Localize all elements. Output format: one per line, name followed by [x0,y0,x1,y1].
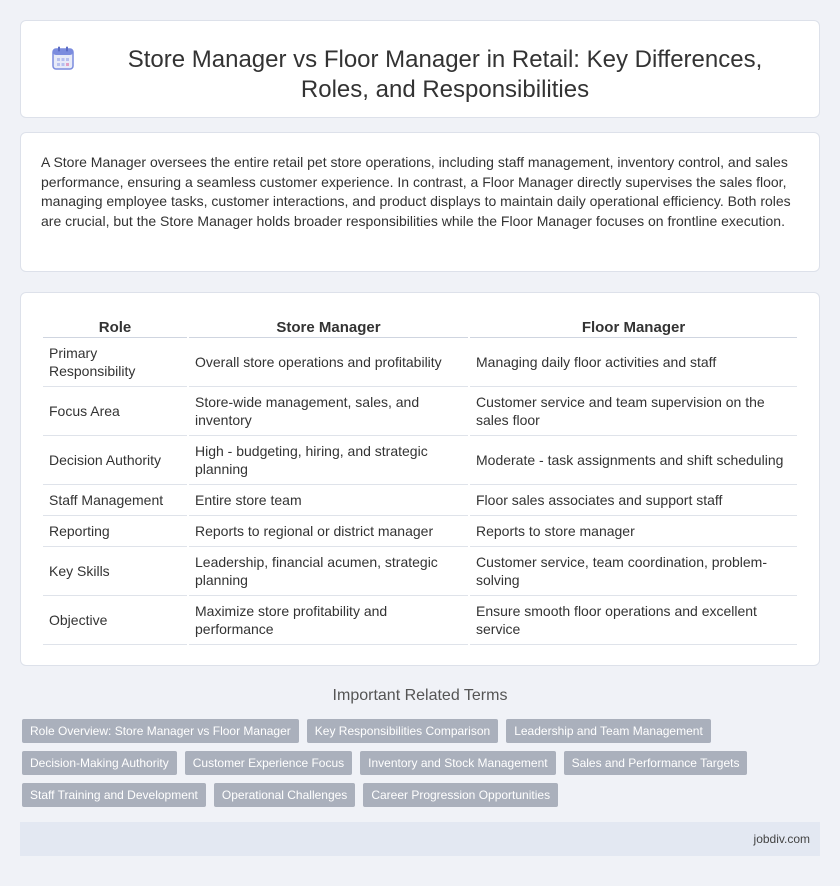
footer-site-link[interactable]: jobdiv.com [753,832,810,846]
floor-manager-cell: Customer service and team supervision on the sales floor [470,387,797,436]
store-manager-cell: Entire store team [189,485,468,516]
header-floor-manager: Floor Manager [470,315,797,338]
table-row [43,596,797,645]
store-manager-cell: Reports to regional or district manager [189,516,468,547]
floor-manager-cell: Floor sales associates and support staff [470,485,797,516]
footer [20,822,820,856]
row-label: Key Skills [43,547,187,596]
floor-manager-cell: Ensure smooth floor operations and excellent service [470,596,797,645]
table-row [43,485,797,516]
related-term-tag[interactable]: Role Overview: Store Manager vs Floor Manager [22,719,299,743]
table-row [43,436,797,485]
row-label: Reporting [43,516,187,547]
related-term-tag[interactable]: Operational Challenges [214,783,355,807]
store-manager-cell: Maximize store profitability and performance [189,596,468,645]
related-terms-title: Important Related Terms [332,687,508,704]
floor-manager-cell: Managing daily floor activities and staff [470,338,797,387]
store-manager-cell: High - budgeting, hiring, and strategic planning [189,436,468,485]
related-term-tag[interactable]: Career Progression Opportunities [363,783,558,807]
table-row [43,547,797,596]
row-label: Objective [43,596,187,645]
related-term-tag[interactable]: Decision-Making Authority [22,751,177,775]
store-manager-cell: Overall store operations and profitability [189,338,468,387]
calendar-icon [52,46,74,70]
comparison-table [41,315,799,645]
header-store-manager: Store Manager [189,315,468,338]
row-label: Primary Responsibility [43,338,187,387]
related-term-tag[interactable]: Staff Training and Development [22,783,206,807]
title-card [20,20,820,118]
page-title: Store Manager vs Floor Manager in Retail: Key Differences, Roles, and Responsibilities [127,46,763,103]
table-row [43,516,797,547]
related-term-tag[interactable]: Inventory and Stock Management [360,751,555,775]
table-header-row [43,315,797,338]
related-term-tag[interactable]: Leadership and Team Management [506,719,711,743]
row-label: Focus Area [43,387,187,436]
related-term-tag[interactable]: Sales and Performance Targets [564,751,748,775]
store-manager-cell: Store-wide management, sales, and inventory [189,387,468,436]
comparison-card [20,292,820,666]
related-terms-list [22,719,812,807]
floor-manager-cell: Customer service, team coordination, problem-solving [470,547,797,596]
floor-manager-cell: Moderate - task assignments and shift scheduling [470,436,797,485]
row-label: Decision Authority [43,436,187,485]
store-manager-cell: Leadership, financial acumen, strategic planning [189,547,468,596]
intro-card [20,132,820,272]
related-term-tag[interactable]: Customer Experience Focus [185,751,352,775]
floor-manager-cell: Reports to store manager [470,516,797,547]
header-role: Role [43,315,187,338]
related-term-tag[interactable]: Key Responsibilities Comparison [307,719,498,743]
row-label: Staff Management [43,485,187,516]
table-row [43,387,797,436]
table-row [43,338,797,387]
intro-paragraph: A Store Manager oversees the entire retail pet store operations, including staff management, inventory control, and sales performance, ensuring a seamless customer experience. In contrast, a Floor Manager directly supervises the sales floor, managing employee tasks, customer interactions, and product displays to maintain daily operational efficiency. Both roles are crucial, but the Store Manager holds broader responsibilities while the Floor Manager focuses on frontline execution. [41,154,791,229]
